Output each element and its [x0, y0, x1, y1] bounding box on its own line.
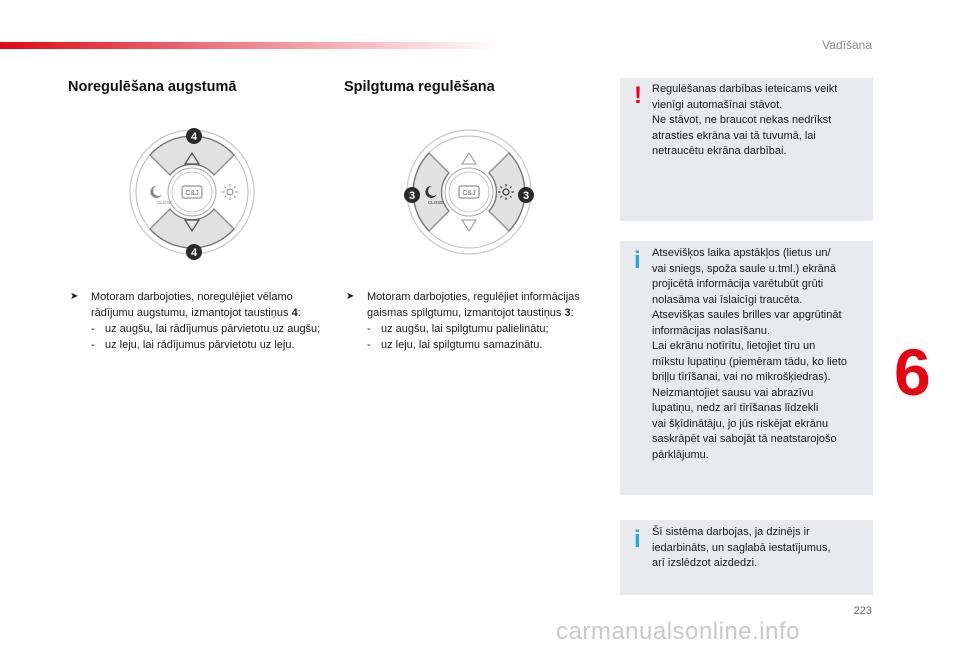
svg-text:4: 4: [190, 131, 198, 143]
center-button-label: C&J: [462, 190, 476, 197]
warning-icon: !: [634, 82, 642, 109]
down-arrow-icon: [462, 220, 476, 231]
info-box-system: i Šī sistēma darbojas, ja dzinējs ir iedarbināts, un saglabā iestatījumus, arī izslēdzot aizdedzi.: [620, 520, 873, 595]
brightness-adjust-instructions: ➤ Motoram darbojoties, regulējiet informācijas gaismas spilgtumu, izmantojot taustiņus 3: - uz augšu, lai spilgtumu palielinātu; - uz leju, lai spilgtumu samazinātu.: [346, 289, 608, 353]
height-control-diagram: [128, 128, 260, 260]
brightness-control-diagram: [398, 128, 540, 260]
svg-text:4: 4: [190, 247, 198, 259]
header-accent-bar: [0, 42, 500, 49]
section-label: Vadīšana: [822, 38, 872, 52]
chapter-number: 6: [894, 335, 931, 409]
watermark: carmanualsonline.info: [556, 618, 800, 645]
bullet-icon: ➤: [70, 291, 79, 302]
sun-icon: [222, 184, 238, 200]
moon-icon: [150, 186, 162, 198]
bullet-icon: ➤: [346, 291, 355, 302]
list-item: - uz augšu, lai rādījumus pārvietotu uz augšu;: [91, 321, 325, 337]
info-box-visibility: i Atsevišķos laika apstākļos (lietus un/ vai sniegs, spoža saule u.tml.) ekrānā projicētā informācija varētubūt grūti nolasāma vai īslaicīgi traucēta. Atsevišķas saules brilles var apgrūtināt informācijas nolasīšanu. Lai ekrānu notīrītu, lietojiet tīru un mīkstu lupatiņu (piemēram tādu, ko lieto briļļu tīrīšanai, vai no mikrošķiedras). Neizmantojiet sausu vai abrazīvu lupatiņu, nedz arī tīrīšanas līdzekli vai šķīdinātāju, jo jūs riskējat ekrānu saskrāpēt vai sabojāt tā neatstarojošo pārklājumu.: [620, 241, 873, 495]
close-label: CLOSE: [428, 200, 444, 205]
warning-box: ! Regulēšanas darbības ieteicams veikt vienīgi automašīnai stāvot. Ne stāvot, ne braucot nekas nedrīkst atrasties ekrāna vai tā tuvumā, lai netraucētu ekrāna darbībai.: [620, 78, 873, 221]
svg-text:3: 3: [522, 190, 530, 202]
height-adjust-title: Noregulēšana augstumā: [68, 79, 237, 95]
brightness-adjust-title: Spilgtuma regulēšana: [344, 79, 495, 95]
list-item: - uz augšu, lai spilgtumu palielinātu;: [367, 321, 608, 337]
info-icon: i: [634, 247, 641, 274]
list-item: - uz leju, lai rādījumus pārvietotu uz leju.: [91, 337, 325, 353]
info-icon: i: [634, 526, 641, 553]
center-button-label: C&J: [185, 190, 199, 197]
svg-text:3: 3: [408, 190, 416, 202]
height-adjust-instructions: ➤ Motoram darbojoties, noregulējiet vēlamo rādījumu augstumu, izmantojot taustiņus 4: - uz augšu, lai rādījumus pārvietotu uz augšu; - uz leju, lai rādījumus pārvietotu uz leju.: [70, 289, 325, 353]
list-item: - uz leju, lai spilgtumu samazinātu.: [367, 337, 608, 353]
close-label: CLOSE: [157, 200, 173, 205]
page-number: 223: [853, 605, 872, 617]
up-arrow-icon: [462, 153, 476, 164]
